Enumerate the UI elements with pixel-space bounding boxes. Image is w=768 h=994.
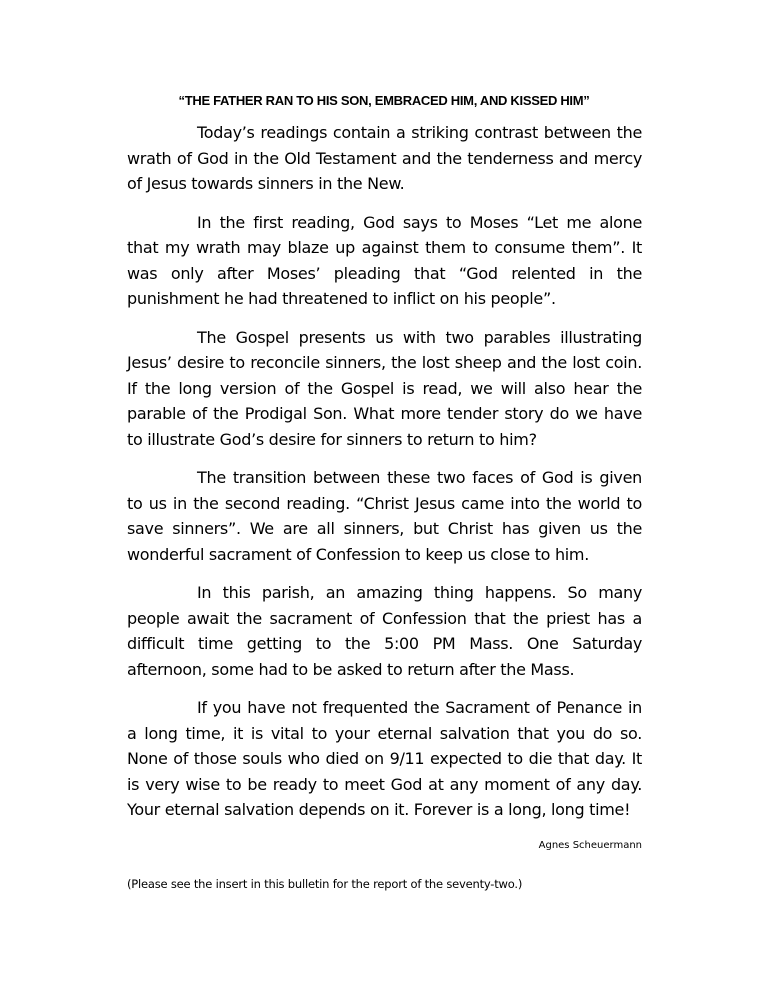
paragraph-readings-contrast: Today’s readings contain a striking contrast between the wrath of God in the Old Testament and the tenderness and mercy of Jesus towards sinners in the New.	[127, 123, 642, 193]
paragraph-first-reading: In the first reading, God says to Moses “Let me alone that my wrath may blaze up against them to consume them”. It was only after Moses’ pleading that “God relented in the punishment he had threatened to inflict on his people”.	[127, 212, 642, 308]
paragraph-gospel: The Gospel presents us with two parables illustrating Jesus’ desire to reconcile sinners, the lost sheep and the lost coin. If the long version of the Gospel is read, we will also hear the parable of the Prodigal Son. What more tender story do we have to illustrate God’s desire for sinners to return to him?	[127, 327, 642, 449]
paragraph-second-reading: The transition between these two faces of God is given to us in the second reading. “Christ Jesus came into the world to save sinners”. We are all sinners, but Christ has given us the wonderful sacrament of Confession to keep us close to him.	[127, 468, 642, 564]
document-title: “THE FATHER RAN TO HIS SON, EMBRACED HIM, AND KISSED HIM”	[178, 93, 590, 108]
insert-note: (Please see the insert in this bulletin for the report of the seventy-two.)	[127, 877, 523, 891]
paragraph-parish: In this parish, an amazing thing happens. So many people await the sacrament of Confession that the priest has a difficult time getting to the 5:00 PM Mass. One Saturday afternoon, some had to be asked to return after the Mass.	[127, 583, 642, 679]
paragraph-penance: If you have not frequented the Sacrament of Penance in a long time, it is vital to your eternal salvation that you do so. None of those souls who died on 9/11 expected to die that day. It is very wise to be ready to meet God at any moment of any day. Your eternal salvation depends on it. Forever is a long, long time!	[127, 698, 642, 819]
author-signature: Agnes Scheuermann	[538, 840, 642, 851]
document-body	[127, 120, 642, 836]
